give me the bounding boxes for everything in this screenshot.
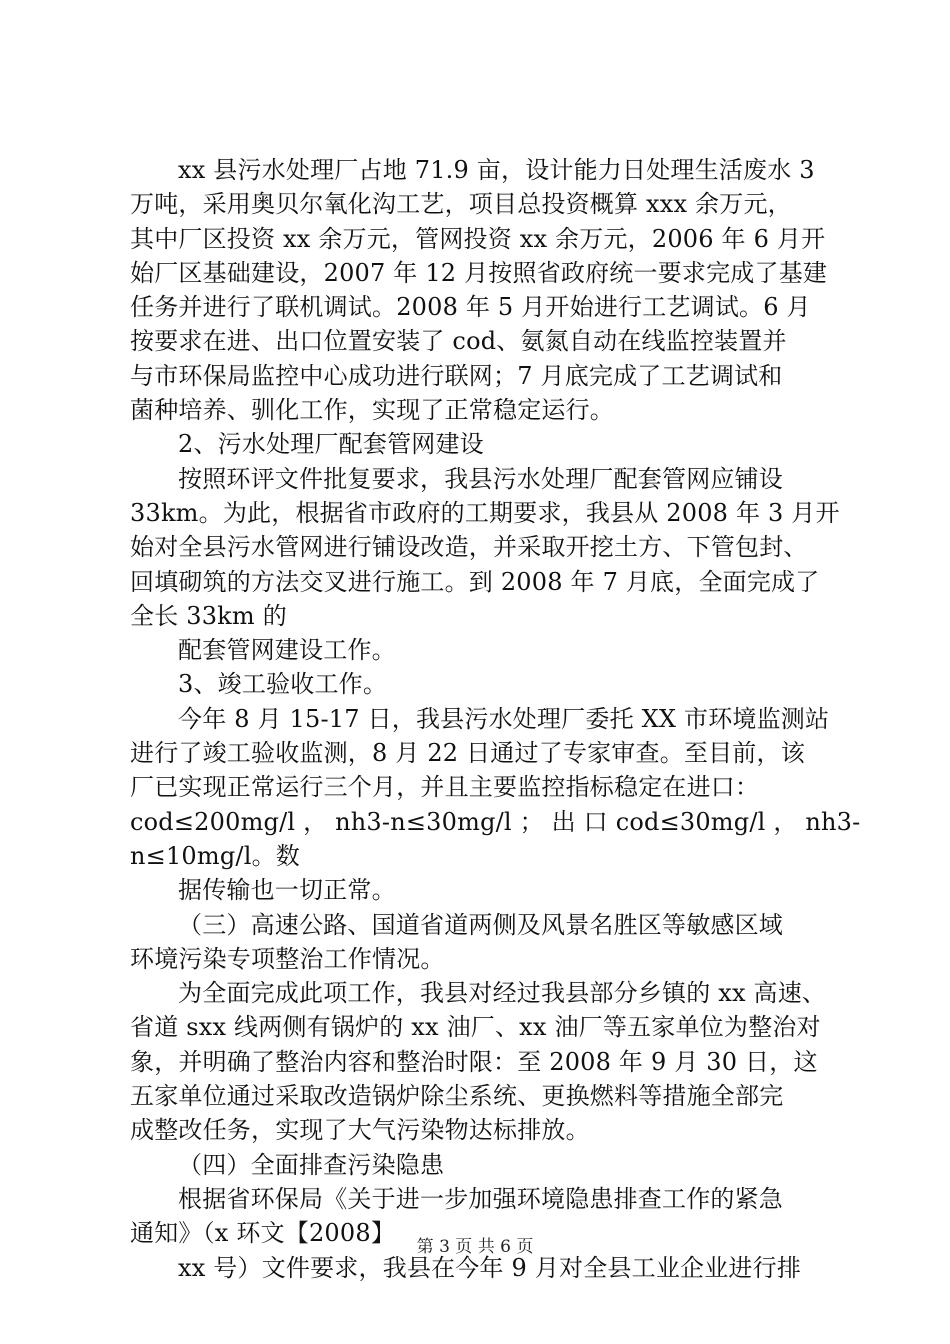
paragraph-line: 始厂区基础建设，2007 年 12 月按照省政府统一要求完成了基建 <box>130 258 828 287</box>
paragraph-line: 今年 8 月 15-17 日，我县污水处理厂委托 XX 市环境监测站 <box>178 704 830 733</box>
paragraph-line: 按照环评文件批复要求，我县污水处理厂配套管网应铺设 <box>178 464 783 493</box>
paragraph-line: 象，并明确了整治内容和整治时限：至 2008 年 9 月 30 日，这 <box>130 1047 818 1076</box>
paragraph-line: xx 县污水处理厂占地 71.9 亩，设计能力日处理生活废水 3 <box>178 156 815 184</box>
paragraph-line: 五家单位通过采取改造锅炉除尘系统、更换燃料等措施全部完 <box>130 1082 784 1111</box>
section-heading: （三）高速公路、国道省道两侧及风景名胜区等敏感区域 <box>178 910 783 939</box>
paragraph-line: 据传输也一切正常。 <box>178 876 396 905</box>
paragraph-line: xx 号）文件要求，我县在今年 9 月对全县工业企业进行排 <box>178 1253 802 1282</box>
section-heading: （四）全面排查污染隐患 <box>178 1150 445 1179</box>
paragraph-line: 为全面完成此项工作，我县对经过我县部分乡镇的 xx 高速、 <box>178 979 827 1008</box>
document-body <box>130 153 861 1285</box>
paragraph-line: 万吨，采用奥贝尔氧化沟工艺，项目总投资概算 xxx 余万元， <box>130 190 792 219</box>
paragraph-line: 始对全县污水管网进行铺设改造，并采取开挖土方、下管包封、 <box>130 533 808 562</box>
paragraph-line: 其中厂区投资 xx 余万元，管网投资 xx 余万元，2006 年 6 月开 <box>130 224 826 253</box>
paragraph-line: 成整改任务，实现了大气污染物达标排放。 <box>130 1116 590 1145</box>
section-heading: 3、竣工验收工作。 <box>178 670 388 699</box>
section-heading: 环境污染专项整治工作情况。 <box>130 944 445 973</box>
paragraph-line: cod≤200mg/l ， nh3-n≤30mg/l ； 出 口 cod≤30mg/l ， nh3- <box>130 807 861 836</box>
paragraph-line: 进行了竣工验收监测，8 月 22 日通过了专家审查。至目前，该 <box>130 739 805 768</box>
paragraph-line: 根据省环保局《关于进一步加强环境隐患排查工作的紧急 <box>178 1184 783 1213</box>
paragraph-line: 省道 sxx 线两侧有锅炉的 xx 油厂、xx 油厂等五家单位为整治对 <box>130 1013 821 1042</box>
page-number-footer: 第 3 页 共 6 页 <box>416 1237 534 1257</box>
paragraph-line: n≤10mg/l。数 <box>130 841 300 870</box>
paragraph-line: 任务并进行了联机调试。2008 年 5 月开始进行工艺调试。6 月 <box>130 293 811 322</box>
paragraph-line: 全长 33km 的 <box>130 601 287 630</box>
paragraph-line: 厂已实现正常运行三个月，并且主要监控指标稳定在进口： <box>130 773 760 802</box>
paragraph-line: 回填砌筑的方法交叉进行施工。到 2008 年 7 月底，全面完成了 <box>130 567 820 596</box>
paragraph-line: 按要求在进、出口位置安装了 cod、氨氮自动在线监控装置并 <box>130 327 787 356</box>
paragraph-line: 菌种培养、驯化工作，实现了正常稳定运行。 <box>130 396 614 425</box>
paragraph-line: 33km。为此，根据省市政府的工期要求，我县从 2008 年 3 月开 <box>130 498 840 527</box>
paragraph-line: 配套管网建设工作。 <box>178 636 396 665</box>
section-heading: 2、污水处理厂配套管网建设 <box>178 430 484 459</box>
paragraph-line: 通知》（x 环文【2008】 <box>130 1219 396 1248</box>
paragraph-line: 与市环保局监控中心成功进行联网；7 月底完成了工艺调试和 <box>130 361 783 390</box>
